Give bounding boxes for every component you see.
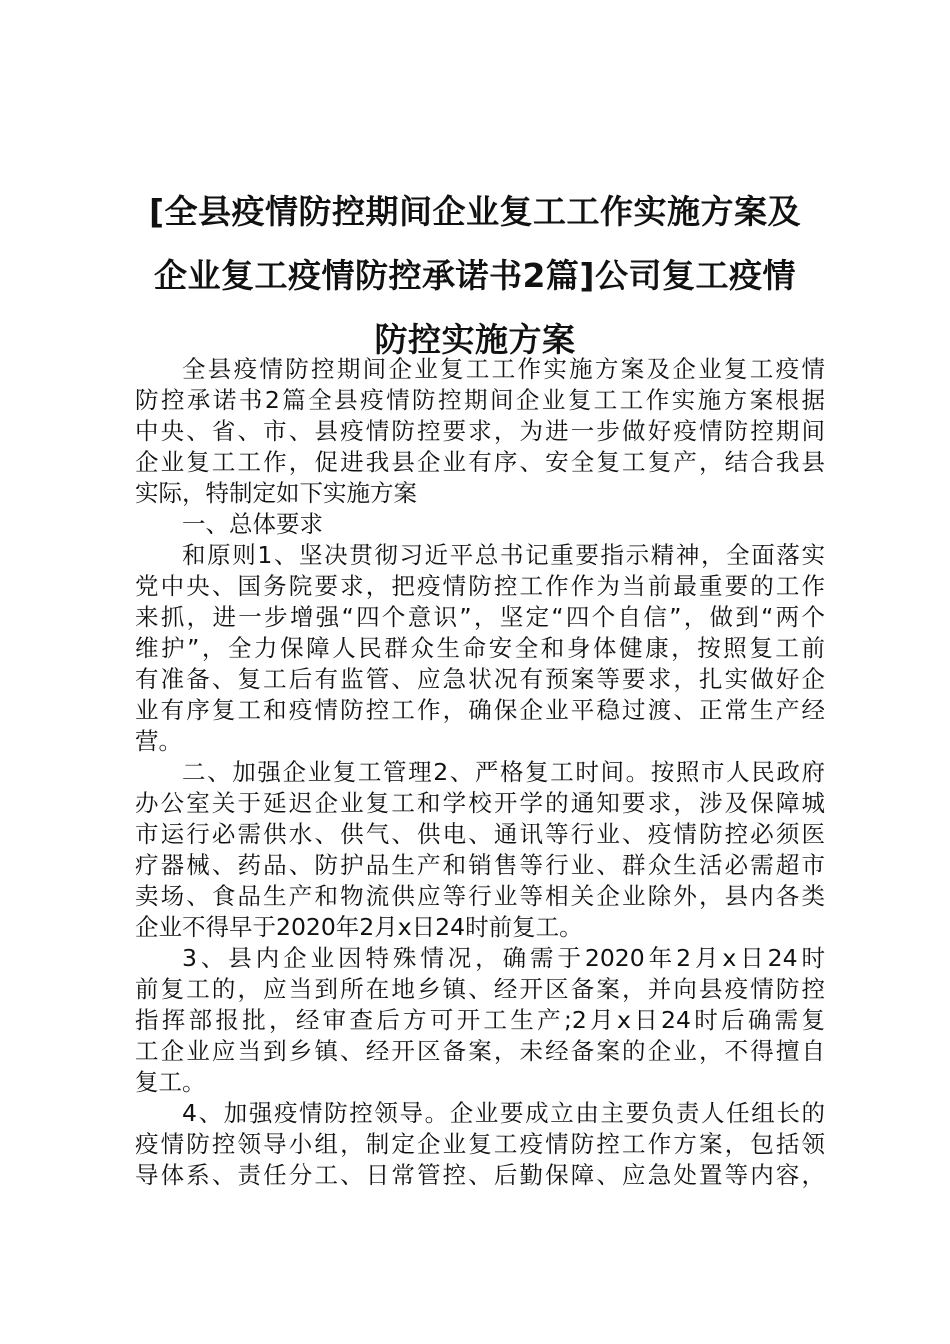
- document-title: [120, 180, 830, 372]
- text-line: 3、县内企业因特殊情况，确需于2020年2月x日24时: [182, 944, 825, 972]
- text-line: 导体系、责任分工、日常管控、后勤保障、应急处置等内容，: [135, 1161, 825, 1189]
- text-line: 二、加强企业复工管理2、严格复工时间。按照市人民政府: [182, 758, 825, 786]
- title-line: [全县疫情防控期间企业复工工作实施方案及: [148, 192, 802, 231]
- text-line: 维护”，全力保障人民群众生命安全和身体健康，按照复工前: [135, 634, 825, 662]
- paragraph-heading-general: [135, 509, 825, 540]
- text-line: 营。: [135, 727, 182, 755]
- text-line: 指挥部报批，经审查后方可开工生产;2月x日24时后确需复: [135, 1006, 825, 1034]
- text-line: 市运行必需供水、供气、供电、通讯等行业、疫情防控必须医: [135, 820, 825, 848]
- text-line: 复工。: [135, 1068, 206, 1096]
- paragraph-special-cases: [135, 943, 825, 1098]
- text-line: 疫情防控领导小组，制定企业复工疫情防控工作方案，包括领: [135, 1130, 825, 1158]
- title-line: 防控实施方案: [374, 320, 576, 359]
- text-line: 工企业应当到乡镇、经开区备案，未经备案的企业，不得擅自: [135, 1037, 825, 1065]
- title-line: 企业复工疫情防控承诺书2篇]公司复工疫情: [153, 256, 797, 295]
- text-line: 业有序复工和疫情防控工作，确保企业平稳过渡、正常生产经: [135, 696, 825, 724]
- text-line: 实际，特制定如下实施方案: [135, 479, 417, 507]
- document-body: [135, 354, 825, 1191]
- text-line: 前复工的，应当到所在地乡镇、经开区备案，并向县疫情防控: [135, 975, 825, 1003]
- paragraph-reopening-management: [135, 757, 825, 943]
- text-line: 来抓，进一步增强“四个意识”，坚定“四个自信”，做到“两个: [135, 603, 825, 631]
- text-line: 4、加强疫情防控领导。企业要成立由主要负责人任组长的: [182, 1099, 825, 1127]
- section-heading: 一、总体要求: [182, 510, 323, 538]
- paragraph-intro: [135, 354, 825, 509]
- text-line: 中央、省、市、县疫情防控要求，为进一步做好疫情防控期间: [135, 417, 825, 445]
- text-line: 党中央、国务院要求，把疫情防控工作作为当前最重要的工作: [135, 572, 825, 600]
- text-line: 办公室关于延迟企业复工和学校开学的通知要求，涉及保障城: [135, 789, 825, 817]
- text-line: 有准备、复工后有监管、应急状况有预案等要求，扎实做好企: [135, 665, 825, 693]
- text-line: 疗器械、药品、防护品生产和销售等行业、群众生活必需超市: [135, 851, 825, 879]
- text-line: 防控承诺书2篇全县疫情防控期间企业复工工作实施方案根据: [135, 386, 825, 414]
- paragraph-principles: [135, 540, 825, 757]
- text-line: 企业不得早于2020年2月x日24时前复工。: [135, 913, 583, 941]
- paragraph-leadership: [135, 1098, 825, 1191]
- text-line: 卖场、食品生产和物流供应等行业等相关企业除外，县内各类: [135, 882, 825, 910]
- text-line: 企业复工工作，促进我县企业有序、安全复工复产，结合我县: [135, 448, 825, 476]
- text-line: 全县疫情防控期间企业复工工作实施方案及企业复工疫情: [182, 355, 825, 383]
- text-line: 和原则1、坚决贯彻习近平总书记重要指示精神，全面落实: [182, 541, 825, 569]
